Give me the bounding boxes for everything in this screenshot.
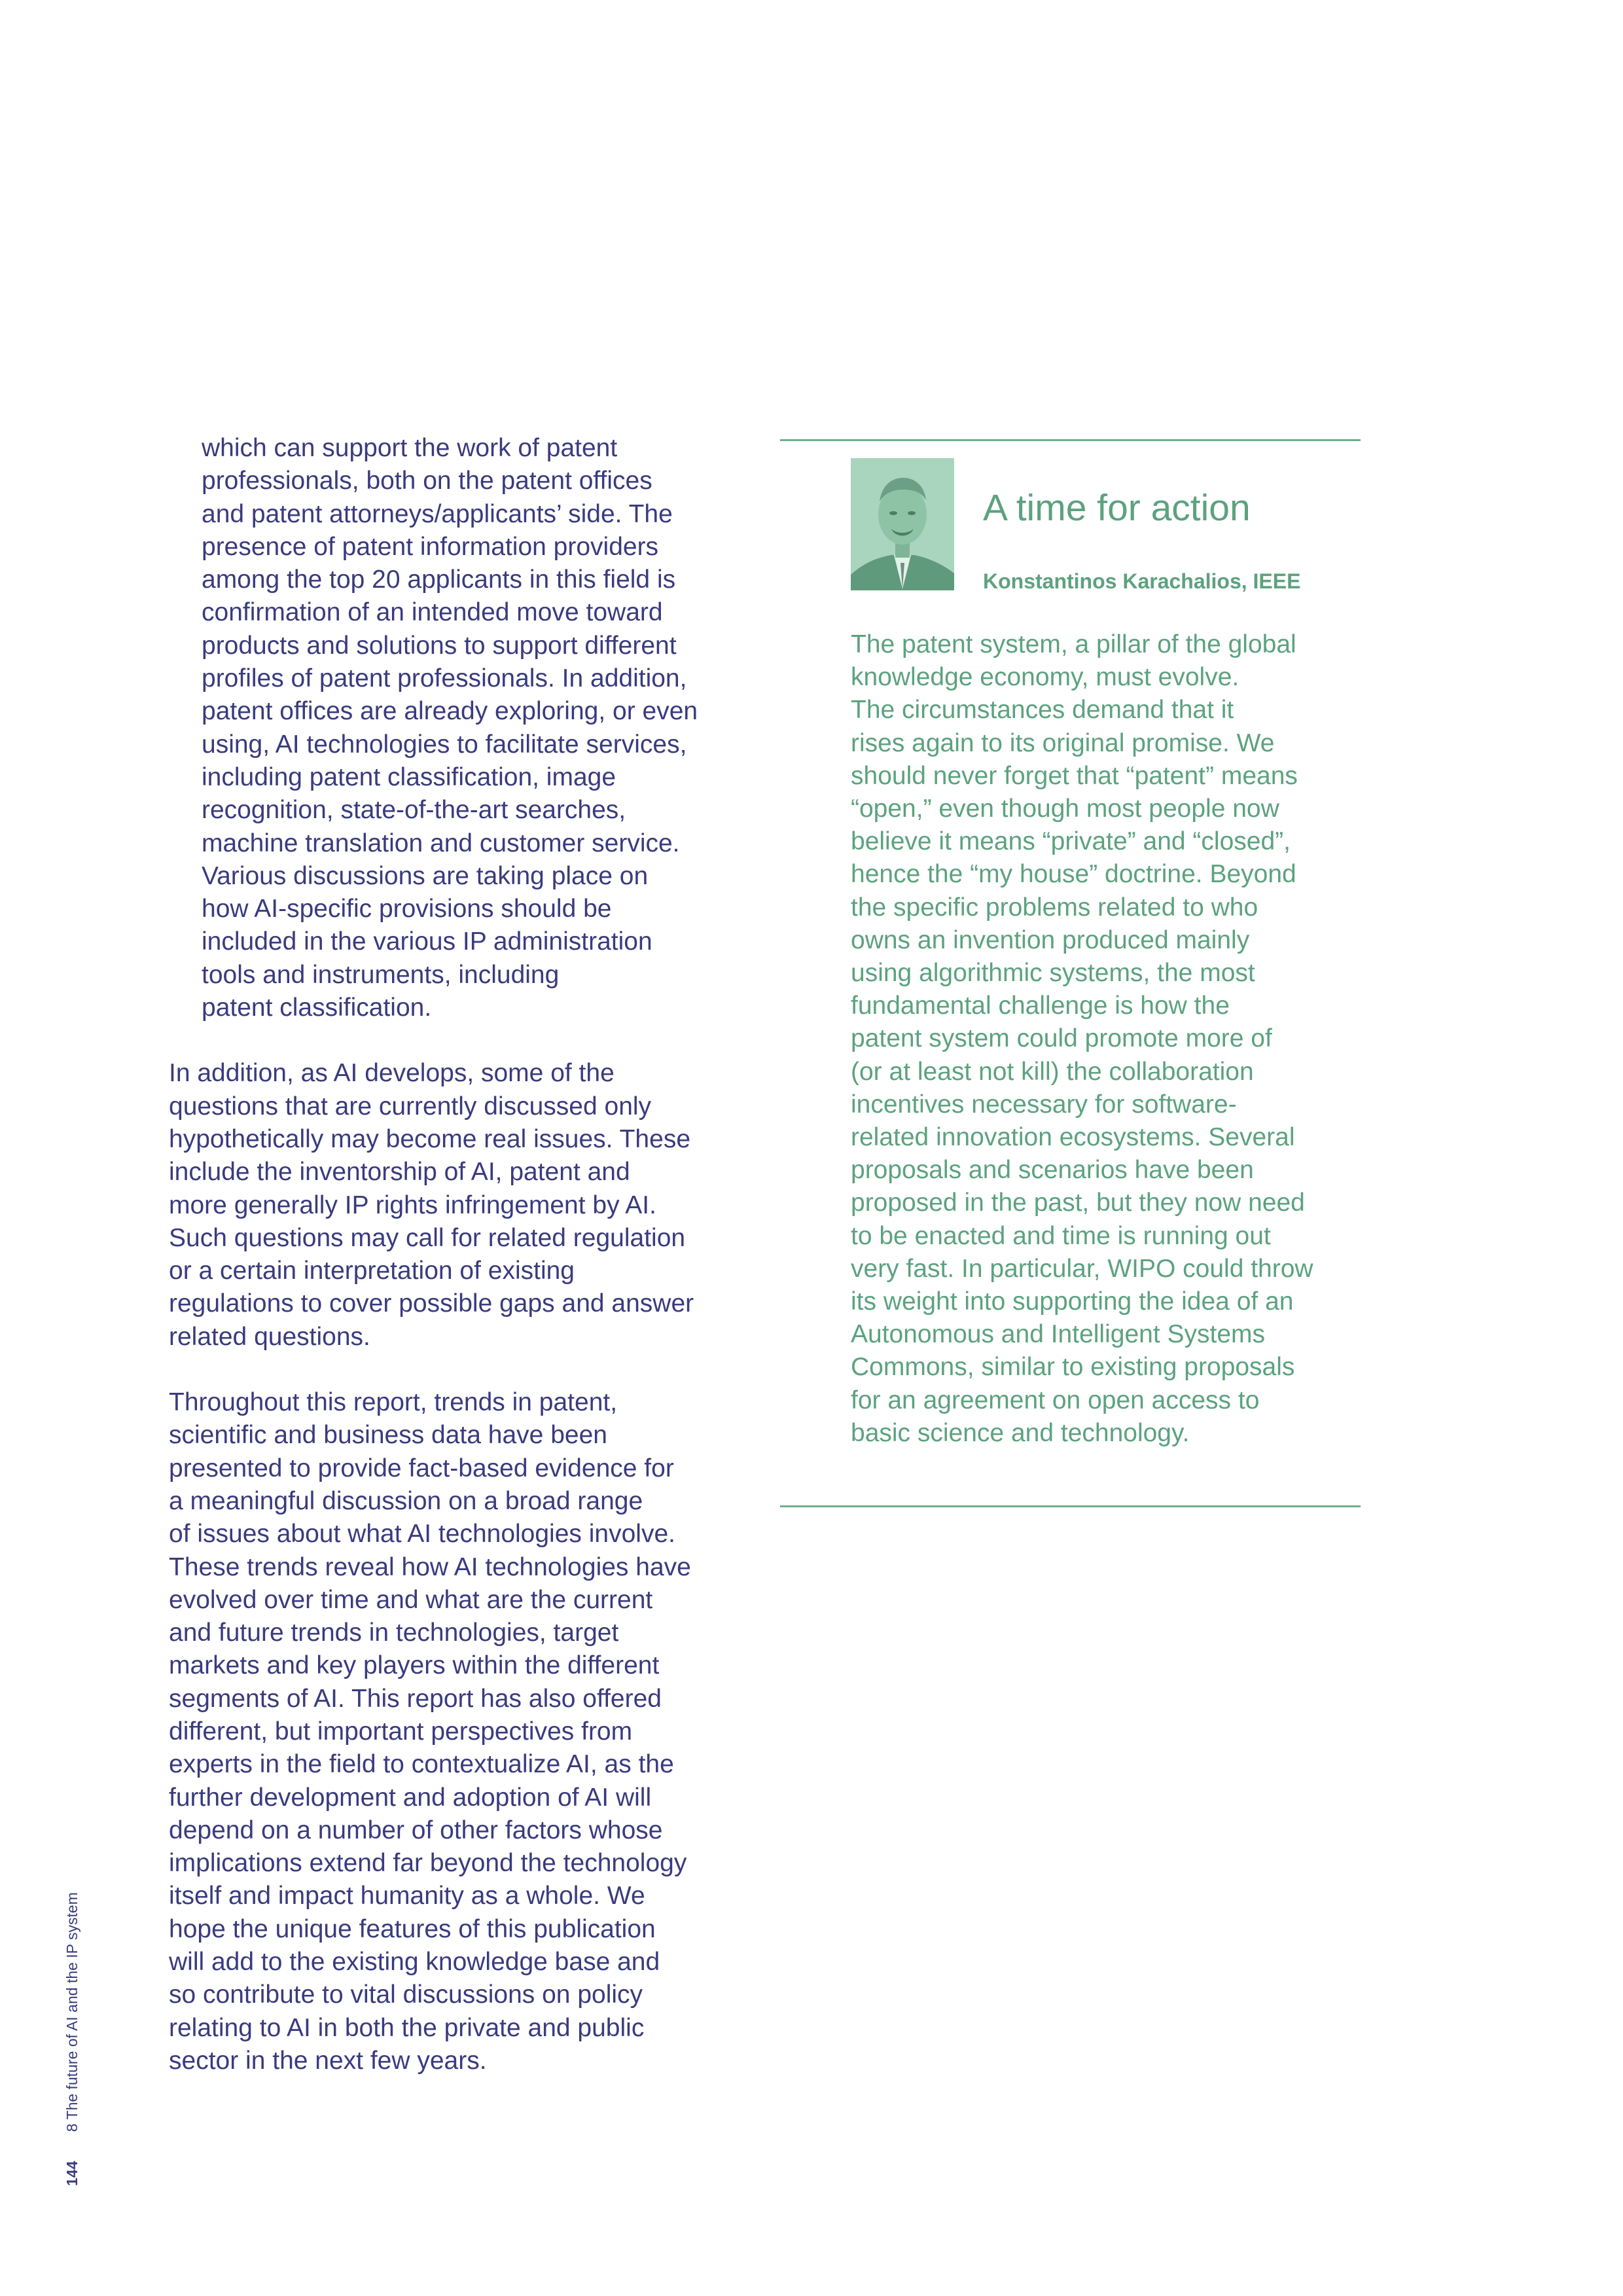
box-bottom-rule [780,1505,1361,1507]
box-title: A time for action [983,487,1251,529]
author-portrait [851,458,954,590]
page-footer-vertical [65,1892,80,2186]
main-text-column [169,432,784,2077]
indented-paragraph: which can support the work of patent professionals, both on the patent offices and patent attorneys/applicants’ side. The presence of patent information providers among the top 20 applicants in this field is confirmation of an intended move toward products and solutions to support different profiles of patent professionals. In addition, patent offices are already exploring, or even using, AI technologies to facilitate services, including patent classification, image recognition, state-of-the-art searches, machine translation and customer service. Various discussions are taking place on how AI-specific provisions should be included in the various IP administration tools and instruments, including patent classification. [202,434,698,1022]
section-title: 8 The future of AI and the IP system [63,1892,80,2132]
box-author-byline: Konstantinos Karachalios, IEEE [983,569,1301,593]
author-portrait-image [851,458,954,590]
body-paragraph-ai-develops: In addition, as AI develops, some of the questions that are currently discussed only hypothetically may become real issues. These include the inventorship of AI, patent and more generally IP rights infringement by AI. Such questions may call for related regulation or a certain interpretation of existing regulations to cover possible gaps and answer related questions. [169,1059,694,1351]
box-top-rule [780,439,1361,441]
box-body-text: The patent system, a pillar of the global knowledge economy, must evolve. The circumstances demand that it rises again to its original promise. We should never forget that “patent” means “open,” even though most people now believe it means “private” and “closed”, hence the “my house” doctrine. Beyond the specific problems related to who owns an invention produced mainly using algorithmic systems, the most fundamental challenge is how the patent system could promote more of (or at least not kill) the collaboration incentives necessary for software- related innovation ecosystems. Several proposals and scenarios have been proposed in the past, but they now need to be enacted and time is running out very fast. In particular, WIPO could throw its weight into supporting the idea of an Autonomous and Intelligent Systems Commons, similar to existing proposals for an agreement on open access to basic science and technology. [851,630,1313,1447]
body-paragraph-throughout-report: Throughout this report, trends in patent, scientific and business data have been presented to provide fact-based evidence for a meaningful discussion on a broad range of issues about what AI technologies involve. These trends reveal how AI technologies have evolved over time and what are the current and future trends in technologies, target markets and key players within the different segments of AI. This report has also offered different, but important perspectives from experts in the field to contextualize AI, as the further development and adoption of AI will depend on a number of other factors whose implications extend far beyond the technology itself and impact humanity as a whole. We hope the unique features of this publication will add to the existing knowledge base and so contribute to vital discussions on policy relating to AI in both the private and public sector in the next few years. [169,1388,691,2075]
page-number: 144 [63,2161,80,2186]
